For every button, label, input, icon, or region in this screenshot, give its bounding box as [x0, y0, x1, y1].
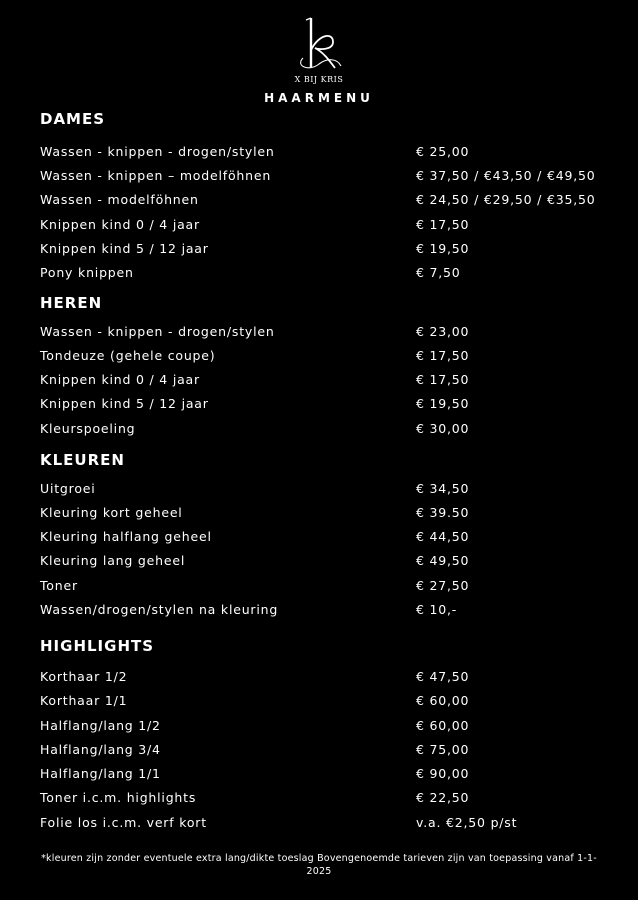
- service-price: € 22,50: [416, 790, 470, 805]
- k-monogram-icon: [289, 14, 349, 74]
- service-price: € 60,00: [416, 693, 470, 708]
- price-row: [40, 481, 620, 501]
- service-price: v.a. €2,50 p/st: [416, 815, 518, 830]
- price-row: [40, 324, 620, 344]
- service-name: Kleuring lang geheel: [40, 553, 186, 568]
- section-title: HIGHLIGHTS: [40, 637, 155, 655]
- service-name: Pony knippen: [40, 265, 134, 280]
- price-row: [40, 396, 620, 416]
- price-row: [40, 742, 620, 762]
- service-price: € 27,50: [416, 578, 470, 593]
- service-price: € 30,00: [416, 421, 470, 436]
- service-price: € 49,50: [416, 553, 470, 568]
- service-price: € 10,-: [416, 602, 458, 617]
- price-row: [40, 265, 620, 285]
- service-price: € 17,50: [416, 372, 470, 387]
- service-price: € 39.50: [416, 505, 470, 520]
- service-price: € 44,50: [416, 529, 470, 544]
- price-row: [40, 553, 620, 573]
- page-title: HAARMENU: [264, 91, 374, 105]
- price-row: [40, 217, 620, 237]
- price-row: [40, 669, 620, 689]
- price-row: [40, 348, 620, 368]
- service-price: € 19,50: [416, 241, 470, 256]
- price-row: [40, 693, 620, 713]
- price-row: [40, 718, 620, 738]
- service-name: Knippen kind 0 / 4 jaar: [40, 217, 200, 232]
- service-name: Toner i.c.m. highlights: [40, 790, 197, 805]
- service-name: Kleurspoeling: [40, 421, 136, 436]
- service-price: € 60,00: [416, 718, 470, 733]
- section-title: HEREN: [40, 294, 103, 312]
- service-price: € 47,50: [416, 669, 470, 684]
- service-price: € 90,00: [416, 766, 470, 781]
- service-name: Tondeuze (gehele coupe): [40, 348, 216, 363]
- service-name: Knippen kind 5 / 12 jaar: [40, 396, 209, 411]
- price-row: [40, 144, 620, 164]
- price-row: [40, 790, 620, 810]
- section-title: DAMES: [40, 110, 106, 128]
- section-title: KLEUREN: [40, 451, 125, 469]
- service-name: Knippen kind 5 / 12 jaar: [40, 241, 209, 256]
- service-name: Korthaar 1/2: [40, 669, 128, 684]
- service-price: € 7,50: [416, 265, 461, 280]
- price-row: [40, 168, 620, 188]
- footnote: *kleuren zijn zonder eventuele extra lang/dikte toeslag Bovengenoemde tarieven zijn van toepassing vanaf 1-1-2025: [41, 853, 597, 877]
- service-price: € 75,00: [416, 742, 470, 757]
- service-name: Knippen kind 0 / 4 jaar: [40, 372, 200, 387]
- price-row: [40, 505, 620, 525]
- service-name: Wassen - knippen – modelföhnen: [40, 168, 272, 183]
- service-price: € 23,00: [416, 324, 470, 339]
- service-name: Wassen/drogen/stylen na kleuring: [40, 602, 279, 617]
- service-name: Kleuring kort geheel: [40, 505, 183, 520]
- price-row: [40, 602, 620, 622]
- price-row: [40, 372, 620, 392]
- service-name: Wassen - knippen - drogen/stylen: [40, 144, 275, 159]
- price-row: [40, 529, 620, 549]
- price-row: [40, 578, 620, 598]
- price-row: [40, 192, 620, 212]
- service-name: Halflang/lang 1/2: [40, 718, 161, 733]
- service-price: € 37,50 / €43,50 / €49,50: [416, 168, 596, 183]
- service-name: Kleuring halflang geheel: [40, 529, 212, 544]
- price-row: [40, 766, 620, 786]
- price-row: [40, 815, 620, 835]
- service-name: Wassen - knippen - drogen/stylen: [40, 324, 275, 339]
- service-name: Korthaar 1/1: [40, 693, 128, 708]
- service-price: € 17,50: [416, 348, 470, 363]
- service-name: Folie los i.c.m. verf kort: [40, 815, 207, 830]
- price-row: [40, 421, 620, 441]
- service-name: Halflang/lang 3/4: [40, 742, 161, 757]
- service-name: Wassen - modelföhnen: [40, 192, 199, 207]
- service-name: Toner: [40, 578, 78, 593]
- service-price: € 34,50: [416, 481, 470, 496]
- service-name: Halflang/lang 1/1: [40, 766, 161, 781]
- service-price: € 24,50 / €29,50 / €35,50: [416, 192, 596, 207]
- service-price: € 25,00: [416, 144, 470, 159]
- price-row: [40, 241, 620, 261]
- service-name: Uitgroei: [40, 481, 96, 496]
- service-price: € 17,50: [416, 217, 470, 232]
- service-price: € 19,50: [416, 396, 470, 411]
- brand-name: X BIJ KRIS: [294, 75, 344, 84]
